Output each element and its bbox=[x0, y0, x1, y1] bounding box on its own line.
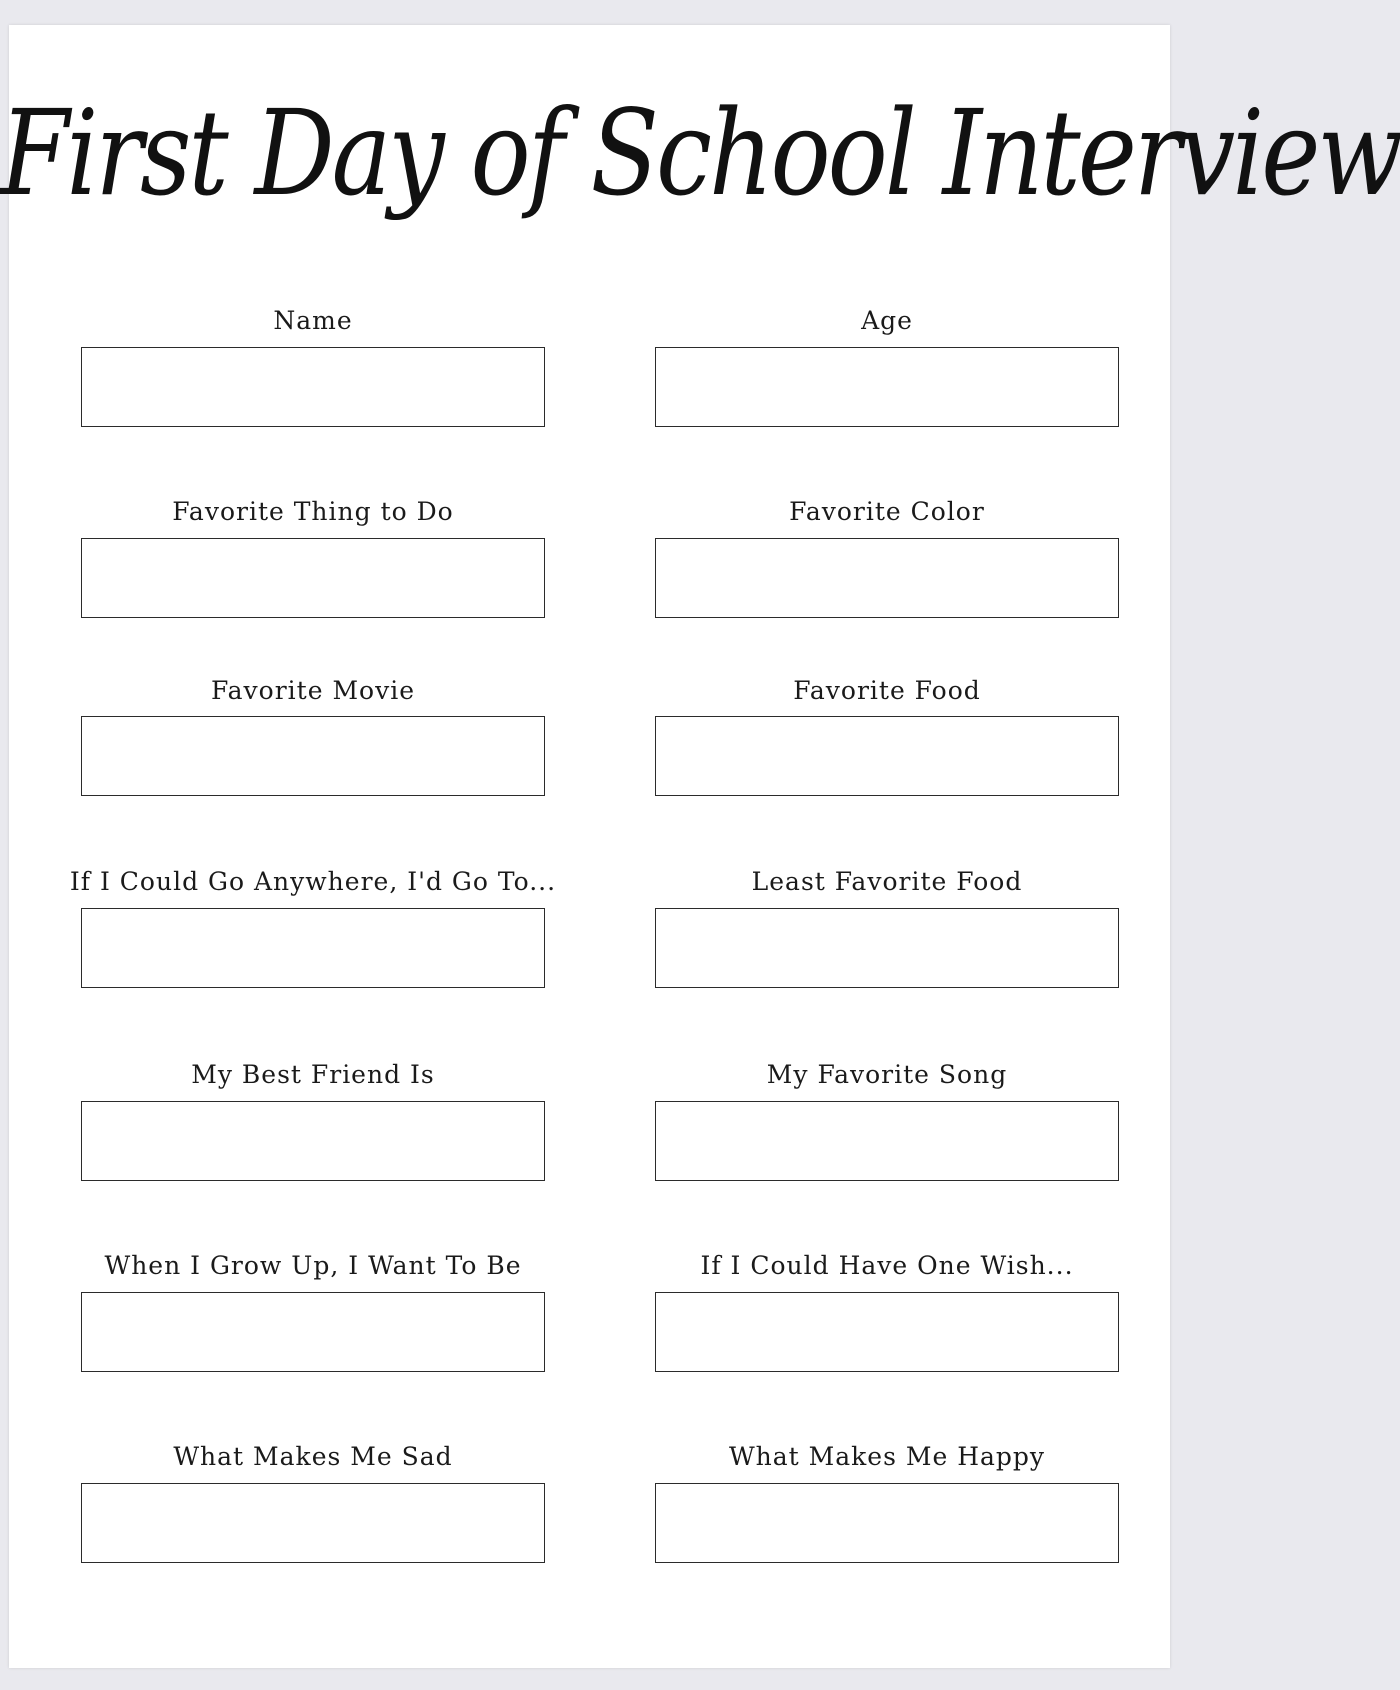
field-label-name: Name bbox=[273, 306, 353, 335]
field-box-when-i-grow-up-i-want-to-be[interactable] bbox=[81, 1292, 545, 1372]
field-label-my-favorite-song: My Favorite Song bbox=[766, 1060, 1008, 1089]
field-label-what-makes-me-sad: What Makes Me Sad bbox=[173, 1442, 453, 1471]
field-box-what-makes-me-sad[interactable] bbox=[81, 1483, 545, 1563]
field-box-favorite-food[interactable] bbox=[655, 716, 1119, 796]
field-label-if-i-could-go-anywhere-i-d-go-to: If I Could Go Anywhere, I'd Go To... bbox=[69, 867, 557, 896]
field-label-what-makes-me-happy: What Makes Me Happy bbox=[728, 1442, 1046, 1471]
field-box-least-favorite-food[interactable] bbox=[655, 908, 1119, 988]
field-box-my-favorite-song[interactable] bbox=[655, 1101, 1119, 1181]
field-label-when-i-grow-up-i-want-to-be: When I Grow Up, I Want To Be bbox=[104, 1251, 522, 1280]
field-label-favorite-food: Favorite Food bbox=[793, 676, 981, 705]
field-label-age: Age bbox=[861, 306, 913, 335]
field-box-what-makes-me-happy[interactable] bbox=[655, 1483, 1119, 1563]
field-box-if-i-could-go-anywhere-i-d-go-to[interactable] bbox=[81, 908, 545, 988]
field-label-favorite-movie: Favorite Movie bbox=[210, 676, 416, 705]
page-title: First Day of School Interview bbox=[0, 84, 1400, 223]
worksheet-page bbox=[9, 25, 1170, 1668]
field-box-if-i-could-have-one-wish[interactable] bbox=[655, 1292, 1119, 1372]
field-label-favorite-thing-to-do: Favorite Thing to Do bbox=[172, 497, 454, 526]
field-box-age[interactable] bbox=[655, 347, 1119, 427]
field-box-favorite-color[interactable] bbox=[655, 538, 1119, 618]
field-box-name[interactable] bbox=[81, 347, 545, 427]
field-box-favorite-movie[interactable] bbox=[81, 716, 545, 796]
field-label-favorite-color: Favorite Color bbox=[789, 497, 985, 526]
field-box-my-best-friend-is[interactable] bbox=[81, 1101, 545, 1181]
field-label-if-i-could-have-one-wish: If I Could Have One Wish... bbox=[700, 1251, 1074, 1280]
field-label-least-favorite-food: Least Favorite Food bbox=[751, 867, 1023, 896]
field-box-favorite-thing-to-do[interactable] bbox=[81, 538, 545, 618]
field-label-my-best-friend-is: My Best Friend Is bbox=[191, 1060, 435, 1089]
